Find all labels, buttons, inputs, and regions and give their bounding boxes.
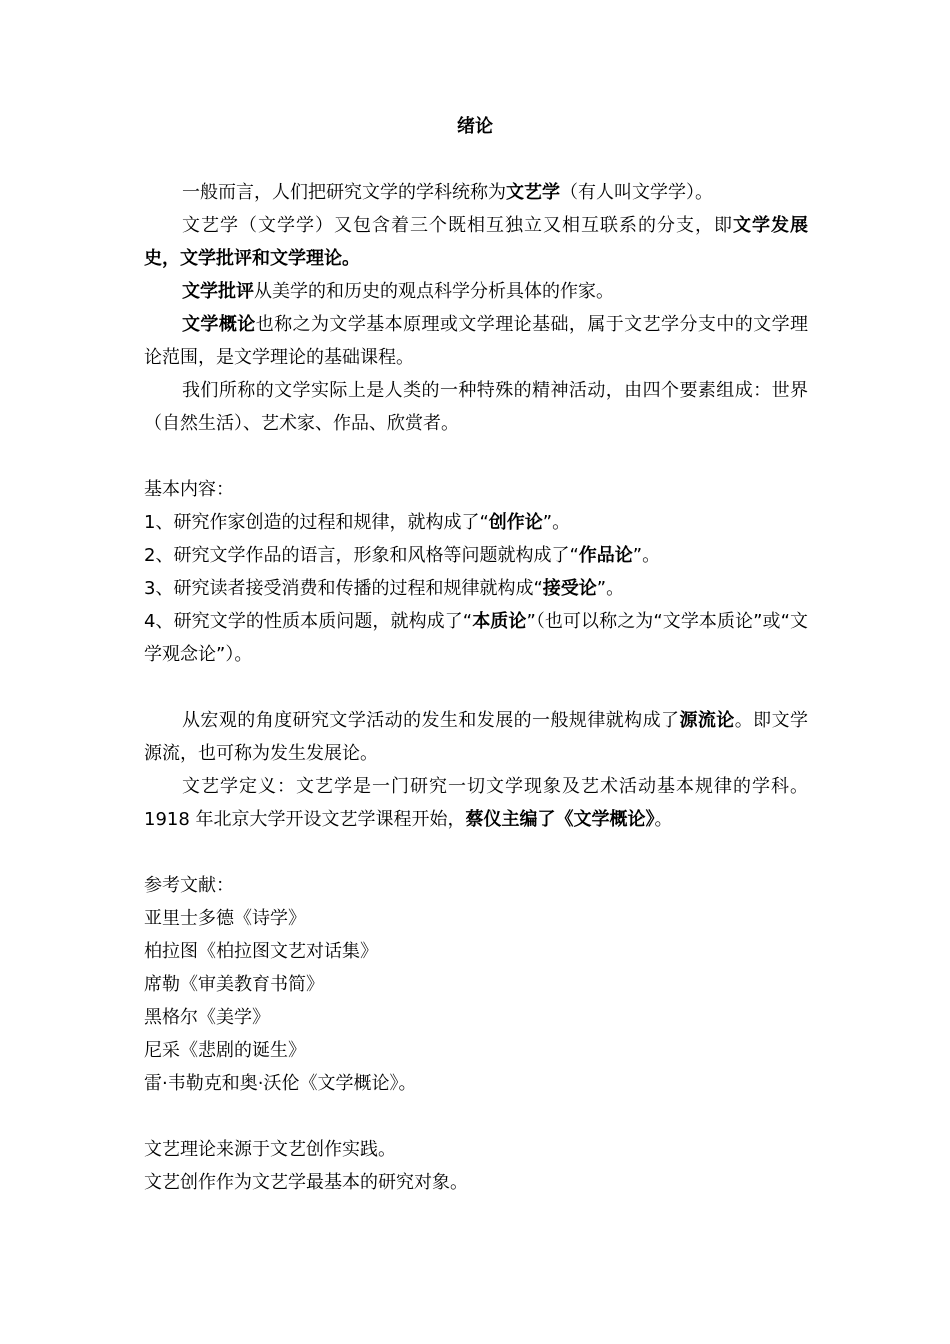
text: 从美学的和历史的观点科学分析具体的作家。 <box>254 281 614 302</box>
page-title: 绪论 <box>457 116 493 137</box>
text: 4、研究文学的性质本质问题，就构成了“ <box>144 611 473 632</box>
closing-line: 文艺创作作为文艺学最基本的研究对象。 <box>144 1172 468 1193</box>
closing-line: 文艺理论来源于文艺创作实践。 <box>144 1139 396 1160</box>
content-item <box>144 605 808 671</box>
reference-item: 雷·韦勒克和奥·沃伦《文学概论》。 <box>144 1073 417 1094</box>
text: （有人叫文学学）。 <box>560 182 713 203</box>
spacer <box>144 836 808 869</box>
bold-term: 本质论 <box>472 611 527 632</box>
intro-paragraph-2 <box>144 209 808 275</box>
intro-paragraph-3 <box>144 275 808 308</box>
text: ”。 <box>632 545 661 566</box>
document-body <box>144 176 808 1199</box>
bold-term: 文学批评 <box>182 281 254 302</box>
text: ”。 <box>596 578 625 599</box>
text: 。即文学源流，也可称为发生发展论。 <box>144 710 809 764</box>
content-item <box>144 539 808 572</box>
text: 3、研究读者接受消费和传播的过程和规律就构成“ <box>144 578 543 599</box>
source-paragraph-1 <box>144 704 808 770</box>
bold-term: 接受论 <box>542 578 597 599</box>
bold-term: 作品论 <box>578 545 633 566</box>
spacer <box>144 671 808 704</box>
intro-paragraph-4 <box>144 308 808 374</box>
reference-item: 席勒《审美教育书简》 <box>144 974 324 995</box>
text: 。 <box>654 809 673 830</box>
bold-term: 文学发展史，文学批评和文学理论。 <box>144 215 808 269</box>
content-item <box>144 572 808 605</box>
reference-item: 柏拉图《柏拉图文艺对话集》 <box>144 941 378 962</box>
text: 一般而言，人们把研究文学的学科统称为 <box>182 182 506 203</box>
text: 从宏观的角度研究文学活动的发生和发展的一般规律就构成了 <box>182 710 680 731</box>
bold-term: 创作论 <box>488 512 543 533</box>
bold-term: 蔡仪主编了《文学概论》 <box>465 809 655 830</box>
text: ”（也可以称之为“文学本质论”或“文学观念论”）。 <box>144 611 809 665</box>
text: 2、研究文学作品的语言，形象和风格等问题就构成了“ <box>144 545 579 566</box>
intro-paragraph-5: 我们所称的文学实际上是人类的一种特殊的精神活动，由四个要素组成：世界（自然生活）、艺术家、作品、欣赏者。 <box>144 380 808 434</box>
source-paragraph-2 <box>144 770 808 836</box>
intro-paragraph-1 <box>144 176 808 209</box>
refs-heading: 参考文献： <box>144 875 234 896</box>
text: 文艺学定义：文艺学是一门研究一切文学现象及艺术活动基本规律的学科。1918 年北京大学开设文艺学课程开始， <box>144 776 808 830</box>
spacer <box>144 1100 808 1133</box>
text: 也称之为文学基本原理或文学理论基础，属于文艺学分支中的文学理论范围，是文学理论的基础课程。 <box>144 314 809 368</box>
bold-term: 文艺学 <box>506 182 560 203</box>
text: 文艺学（文学学）又包含着三个既相互独立又相互联系的分支，即 <box>182 215 733 236</box>
bold-term: 文学概论 <box>182 314 256 335</box>
text: 1、研究作家创造的过程和规律，就构成了“ <box>144 512 489 533</box>
reference-item: 黑格尔《美学》 <box>144 1007 270 1028</box>
spacer <box>144 440 808 473</box>
bold-term: 源流论 <box>679 710 735 731</box>
reference-item: 尼采《悲剧的诞生》 <box>144 1040 306 1061</box>
content-item <box>144 506 808 539</box>
reference-item: 亚里士多德《诗学》 <box>144 908 306 929</box>
text: ”。 <box>542 512 571 533</box>
content-heading: 基本内容： <box>144 479 234 500</box>
